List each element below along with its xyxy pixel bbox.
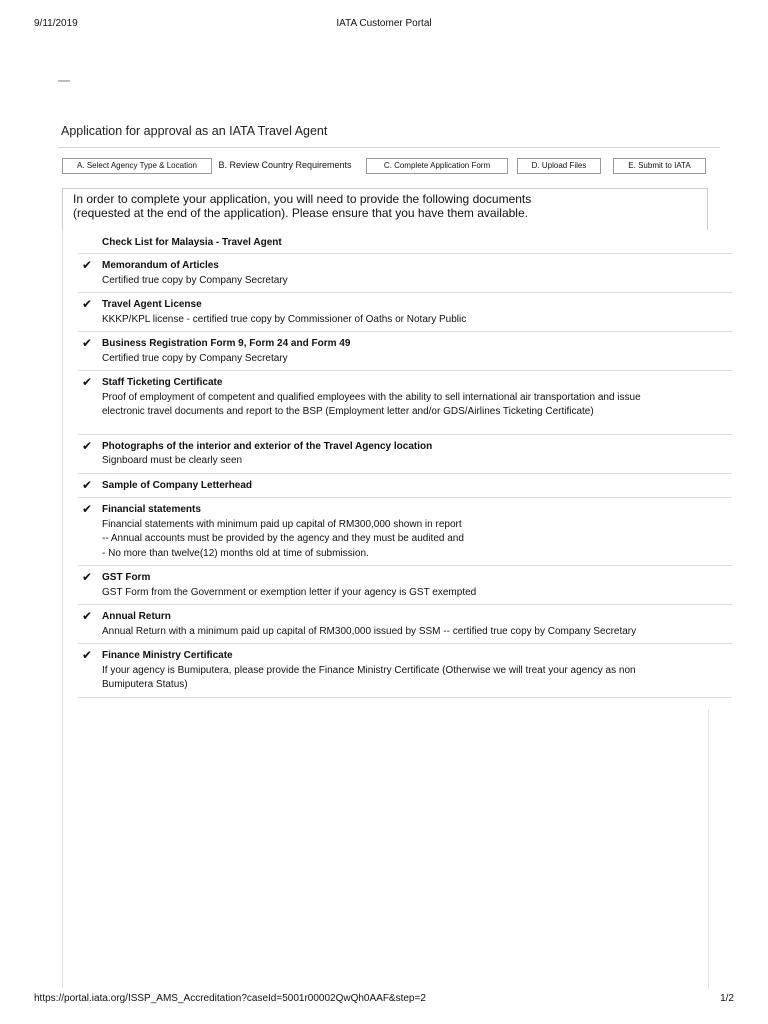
checklist-item-description: Signboard must be clearly seen [102, 455, 243, 466]
page-title: Application for approval as an IATA Travel Agent [61, 124, 328, 138]
print-page-number: 1/2 [720, 993, 734, 1004]
intro-line-1: In order to complete your application, you will need to provide the following documents [73, 192, 532, 206]
checkmark-icon: ✔ [82, 570, 93, 584]
checkmark-icon: ✔ [82, 477, 93, 492]
checklist-item-description: If your agency is Bumiputera, please provide the Finance Ministry Certificate (Otherwise we will treat your agency as non [102, 664, 636, 676]
checklist-item [78, 566, 732, 605]
checklist-item-name: Business Registration Form 9, Form 24 and Form 49 [102, 338, 351, 349]
checklist-item-description: Certified true copy by Company Secretary [102, 352, 288, 364]
checklist-item-description: Annual Return with a minimum paid up capital of RM300,000 issued by SSM -- certified true copy by Company Secretary [102, 625, 637, 637]
step-tab-upload-files[interactable]: D. Upload Files [517, 158, 601, 174]
checklist-item [78, 644, 732, 698]
checkmark-icon: ✔ [82, 609, 93, 623]
checklist-item [78, 293, 732, 332]
print-header [0, 12, 768, 32]
checklist-item-description: Certified true copy by Company Secretary [102, 274, 288, 286]
checklist-item-description: Proof of employment of competent and qualified employees with the ability to sell international air transportation and issue [102, 391, 641, 403]
print-date: 9/11/2019 [34, 18, 78, 29]
step-tab-submit[interactable]: E. Submit to IATA [613, 158, 706, 174]
print-footer [0, 993, 768, 1007]
step-tabs [0, 158, 768, 176]
content-frame-right [708, 709, 709, 989]
heading-divider [58, 147, 720, 148]
checklist-item [78, 332, 732, 371]
step-tab-review-requirements[interactable]: B. Review Country Requirements [212, 158, 358, 174]
checklist-item-description: GST Form from the Government or exemption letter if your agency is GST exempted [102, 586, 477, 598]
checkmark-icon: ✔ [82, 375, 93, 389]
print-title: IATA Customer Portal [336, 18, 432, 29]
checkmark-icon: ✔ [82, 438, 93, 453]
checkmark-icon: ✔ [82, 297, 93, 311]
checklist-item-description: electronic travel documents and report to the BSP (Employment letter and/or GDS/Airlines Ticketing Certificate) [102, 406, 594, 417]
checklist-item-name: Financial statements [102, 504, 201, 515]
checklist-item [78, 498, 732, 566]
logo-placeholder [58, 80, 70, 82]
checkmark-icon: ✔ [82, 258, 93, 272]
checkmark-icon: ✔ [82, 648, 93, 662]
checklist-item-name: GST Form [102, 572, 151, 583]
checklist-item-description: - No more than twelve(12) months old at time of submission. [102, 547, 369, 559]
checklist-title: Check List for Malaysia - Travel Agent [78, 232, 732, 254]
step-tab-application-form[interactable]: C. Complete Application Form [366, 158, 508, 174]
checklist-item-name: Staff Ticketing Certificate [102, 377, 223, 388]
print-url: https://portal.iata.org/ISSP_AMS_Accreditation?caseId=5001r00002QwQh0AAF&step=2 [34, 993, 426, 1004]
checklist-item-description: -- Annual accounts must be provided by the agency and they must be audited and [102, 533, 464, 544]
checkmark-icon: ✔ [82, 336, 93, 350]
checklist-item [78, 254, 732, 293]
document-checklist [78, 232, 732, 698]
checklist-item-description: Bumiputera Status) [102, 679, 188, 690]
checklist-item-name: Sample of Company Letterhead [102, 479, 253, 491]
checklist-item-description: Financial statements with minimum paid up capital of RM300,000 shown in report [102, 518, 462, 530]
intro-line-2: (requested at the end of the application). Please ensure that you have them available. [73, 206, 528, 220]
checklist-item-name: Travel Agent License [102, 299, 202, 310]
checklist-item-name: Finance Ministry Certificate [102, 650, 233, 661]
checkmark-icon: ✔ [82, 502, 93, 516]
checklist-item [78, 371, 732, 435]
intro-notice [62, 188, 708, 230]
checklist-item-description: KKKP/KPL license - certified true copy by Commissioner of Oaths or Notary Public [102, 313, 467, 325]
checklist-item [78, 435, 732, 474]
step-tab-select-agency[interactable]: A. Select Agency Type & Location [62, 158, 212, 174]
checklist-item [78, 474, 732, 499]
checklist-item-name: Annual Return [102, 611, 171, 622]
checklist-item-name: Memorandum of Articles [102, 260, 219, 271]
checklist-item-name: Photographs of the interior and exterior of the Travel Agency location [102, 440, 433, 452]
checklist-item [78, 605, 732, 644]
content-frame-left [62, 230, 63, 988]
